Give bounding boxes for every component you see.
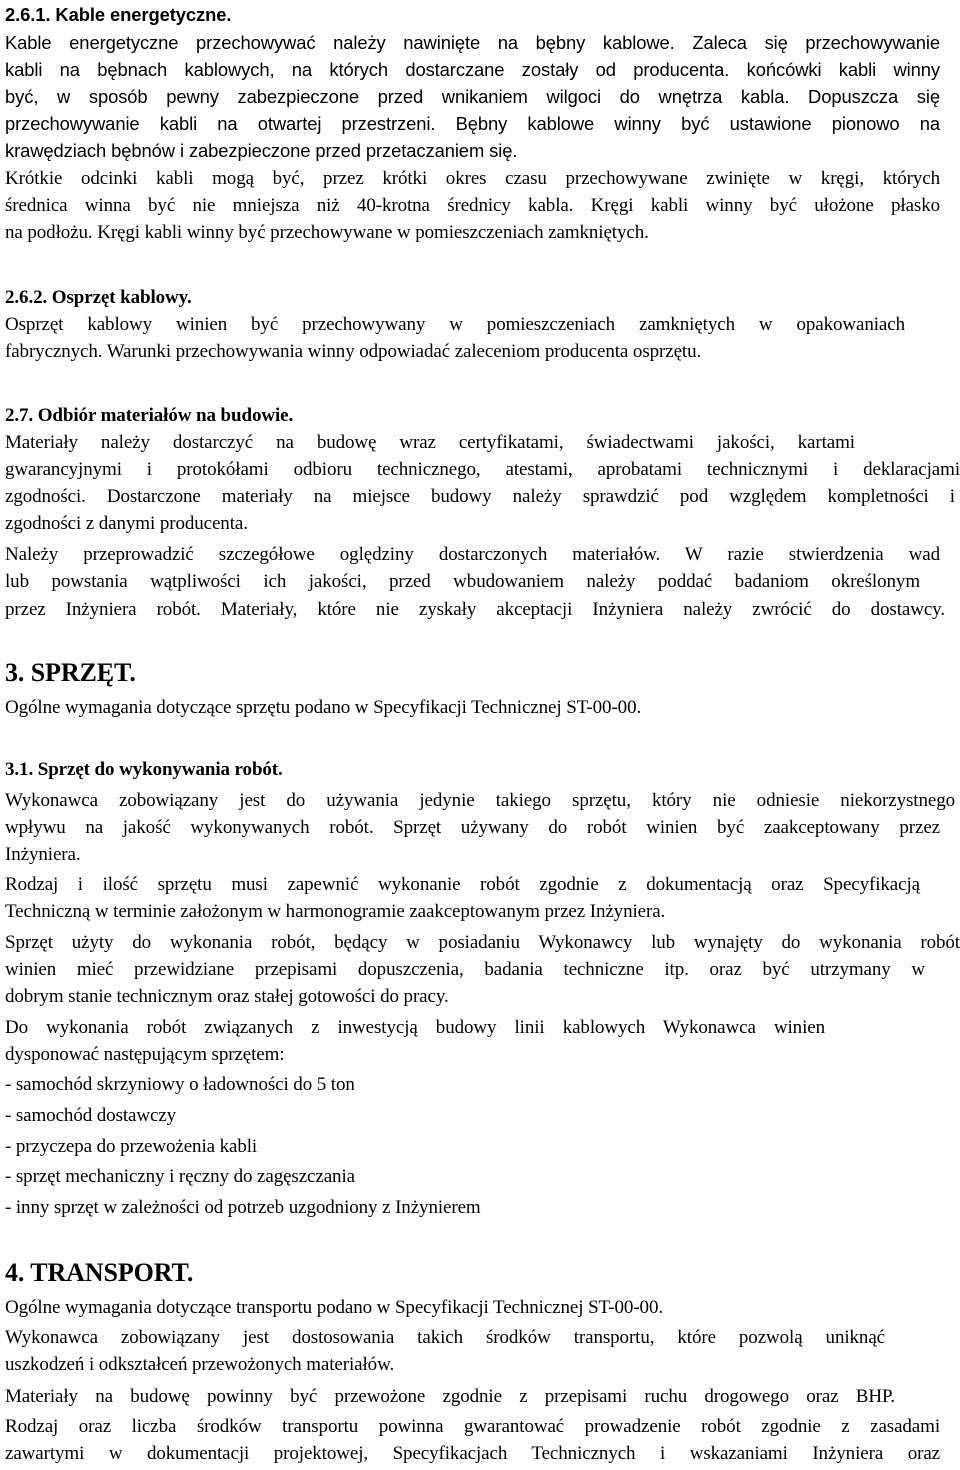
text-line: Wykonawca zobowiązany jest do używania jedynie takiego sprzętu, który nie odniesie niekorzystnego (5, 790, 955, 811)
section-heading: 2.6.2. Osprzęt kablowy. (5, 287, 192, 308)
section-heading: 3. SPRZĘT. (5, 658, 136, 687)
text-line: kabli na bębnach kablowych, na których dostarczane zostały od producenta. końcówki kabli winny (5, 59, 940, 80)
text-line: Rodzaj i ilość sprzętu musi zapewnić wykonanie robót zgodnie z dokumentacją oraz Specyfikacją (5, 874, 920, 895)
text-line: - sprzęt mechaniczny i ręczny do zagęszczania (5, 1166, 355, 1187)
text-line: - inny sprzęt w zależności od potrzeb uzgodniony z Inżynierem (5, 1197, 481, 1218)
text-line: na podłożu. Kręgi kabli winny być przechowywane w pomieszczeniach zamkniętych. (5, 222, 649, 243)
text-line: zgodności z danymi producenta. (5, 513, 248, 534)
text-line: uszkodzeń i odkształceń przewożonych materiałów. (5, 1354, 395, 1375)
text-line: dysponować następującym sprzętem: (5, 1044, 285, 1065)
text-line: Osprzęt kablowy winien być przechowywany w pomieszczeniach zamkniętych w opakowaniach (5, 314, 905, 335)
text-line: Materiały należy dostarczyć na budowę wraz certyfikatami, świadectwami jakości, kartami (5, 432, 855, 453)
text-line: - samochód dostawczy (5, 1105, 177, 1126)
text-line: Rodzaj oraz liczba środków transportu powinna gwarantować prowadzenie robót zgodnie z zasadami (5, 1416, 940, 1437)
text-line: przechowywanie kabli na otwartej przestrzeni. Bębny kablowe winny być ustawione pionowo na (5, 113, 940, 134)
text-line: fabrycznych. Warunki przechowywania winny odpowiadać zaleceniom producenta osprzętu. (5, 341, 702, 362)
text-line: Sprzęt użyty do wykonania robót, będący w posiadaniu Wykonawcy lub wynajęty do wykonania robót (5, 932, 960, 953)
text-line: lub powstania wątpliwości ich jakości, przed wbudowaniem należy poddać badaniom określonym (5, 571, 920, 592)
text-line: zawartymi w dokumentacji projektowej, Specyfikacjach Technicznych i wskazaniami Inżyniera oraz (5, 1443, 940, 1464)
text-line: przez Inżyniera robót. Materiały, które nie zyskały akceptacji Inżyniera należy zwrócić do dostawcy. (5, 599, 945, 620)
text-line: średnica winna być nie mniejsza niż 40-krotna średnicy kabla. Kręgi kabli winny być ułożone płasko (5, 195, 940, 216)
text-line: Kable energetyczne przechowywać należy nawinięte na bębny kablowe. Zaleca się przechowywanie (5, 32, 940, 53)
text-line: Należy przeprowadzić szczegółowe oględziny dostarczonych materiałów. W razie stwierdzenia wad (5, 544, 940, 565)
text-line: krawędziach bębnów i zabezpieczone przed przetaczaniem się. (5, 140, 518, 161)
text-line: Ogólne wymagania dotyczące transportu podano w Specyfikacji Technicznej ST-00-00. (5, 1297, 664, 1318)
section-heading: 2.7. Odbiór materiałów na budowie. (5, 405, 294, 426)
text-line: zgodności. Dostarczone materiały na miejsce budowy należy sprawdzić pod względem kompletności i (5, 486, 955, 507)
section-heading: 3.1. Sprzęt do wykonywania robót. (5, 759, 283, 780)
text-line: - samochód skrzyniowy o ładowności do 5 ton (5, 1074, 355, 1095)
text-line: Wykonawca zobowiązany jest dostosowania takich środków transportu, które pozwolą uniknąć (5, 1327, 885, 1348)
text-line: Ogólne wymagania dotyczące sprzętu podano w Specyfikacji Technicznej ST-00-00. (5, 697, 642, 718)
text-line: gwarancyjnymi i protokółami odbioru technicznego, atestami, aprobatami technicznymi i deklaracjami (5, 459, 960, 480)
text-line: wpływu na jakość wykonywanych robót. Sprzęt używany do robót winien być zaakceptowany przez (5, 817, 940, 838)
text-line: Materiały na budowę powinny być przewożone zgodnie z przepisami ruchu drogowego oraz BHP. (5, 1386, 895, 1407)
text-line: dobrym stanie technicznym oraz stałej gotowości do pracy. (5, 986, 449, 1007)
text-line: - przyczepa do przewożenia kabli (5, 1136, 258, 1157)
text-line: być, w sposób pewny zabezpieczone przed wnikaniem wilgoci do wnętrza kabla. Dopuszcza się (5, 86, 940, 107)
text-line: Inżyniera. (5, 844, 81, 865)
section-heading: 4. TRANSPORT. (5, 1258, 194, 1287)
text-line: Krótkie odcinki kabli mogą być, przez krótki okres czasu przechowywane zwinięte w kręgi, których (5, 168, 940, 189)
text-line: Do wykonania robót związanych z inwestycją budowy linii kablowych Wykonawca winien (5, 1017, 825, 1038)
text-line: winien mieć przewidziane przepisami dopuszczenia, badania techniczne itp. oraz być utrzymany w (5, 959, 925, 980)
text-line: Techniczną w terminie założonym w harmonogramie zaakceptowanym przez Inżyniera. (5, 901, 666, 922)
section-heading: 2.6.1. Kable energetyczne. (5, 4, 232, 25)
